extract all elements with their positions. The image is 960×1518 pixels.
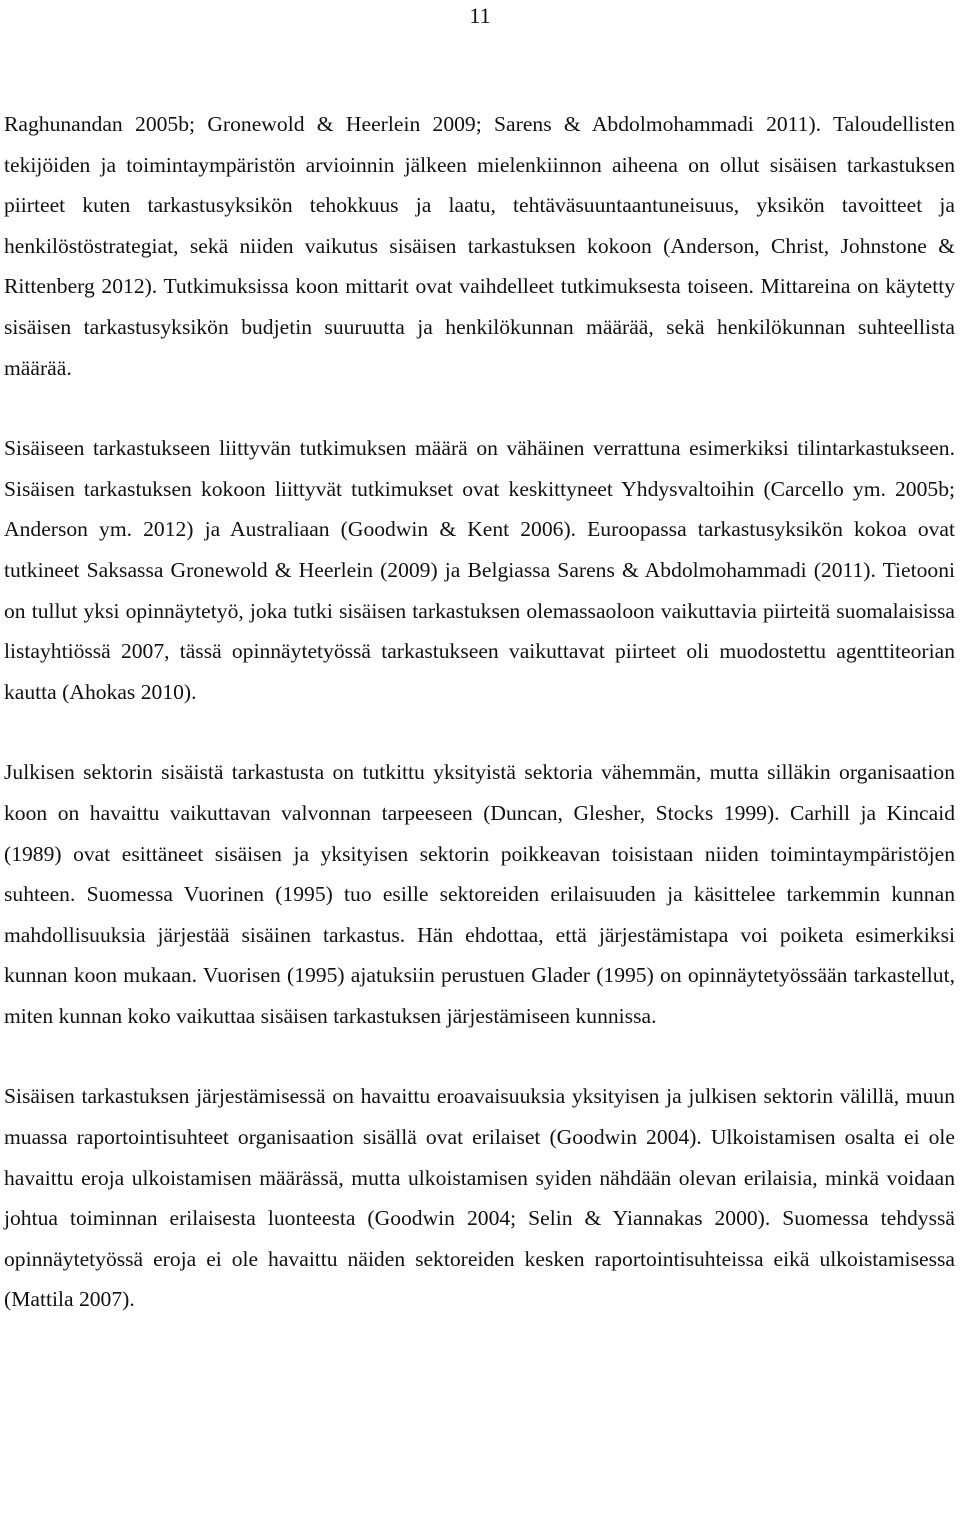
paragraph-1: Raghunandan 2005b; Gronewold & Heerlein 2009; Sarens & Abdolmohammadi 2011). Taloudellisten tekijöiden ja toimintaympäristön arvioinnin jälkeen mielenkiinnon aiheena on ollut sisäisen tarkastuksen piirteet kuten tarkastusyksikön tehokkuus ja laatu, tehtäväsuuntaantuneisuus, yksikön tavoitteet ja henkilöstöstrategiat, sekä niiden vaikutus sisäisen tarkastuksen kokoon (Anderson, Christ, Johnstone & Rittenberg 2012). Tutkimuksissa koon mittarit ovat vaihdelleet tutkimuksesta toiseen. Mittareina on käytetty sisäisen tarkastusyksikön budjetin suuruutta ja henkilökunnan määrää, sekä henkilökunnan suhteellista määrää. bbox=[4, 112, 955, 380]
paragraph-3: Julkisen sektorin sisäistä tarkastusta on tutkittu yksityistä sektoria vähemmän, mutta silläkin organisaation koon on havaittu vaikuttavan valvonnan tarpeeseen (Duncan, Glesher, Stocks 1999). Carhill ja Kincaid (1989) ovat esittäneet sisäisen ja yksityisen sektorin poikkeavan toisistaan niiden toimintaympäristöjen suhteen. Suomessa Vuorinen (1995) tuo esille sektoreiden erilaisuuden ja käsittelee tarkemmin kunnan mahdollisuuksia järjestää sisäinen tarkastus. Hän ehdottaa, että järjestämistapa voi poiketa esimerkiksi kunnan koon mukaan. Vuorisen (1995) ajatuksiin perustuen Glader (1995) on opinnäytetyössään tarkastellut, miten kunnan koko vaikuttaa sisäisen tarkastuksen järjestämiseen kunnissa. bbox=[4, 760, 955, 1028]
paragraph-2: Sisäiseen tarkastukseen liittyvän tutkimuksen määrä on vähäinen verrattuna esimerkiksi tilintarkastukseen. Sisäisen tarkastuksen kokoon liittyvät tutkimukset ovat keskittyneet Yhdysvaltoihin (Carcello ym. 2005b; Anderson ym. 2012) ja Australiaan (Goodwin & Kent 2006). Euroopassa tarkastusyksikön kokoa ovat tutkineet Saksassa Gronewold & Heerlein (2009) ja Belgiassa Sarens & Abdolmohammadi (2011). Tietooni on tullut yksi opinnäytetyö, joka tutki sisäisen tarkastuksen olemassaoloon vaikuttavia piirteitä suomalaisissa listayhtiössä 2007, tässä opinnäytetyössä tarkastukseen vaikuttavat piirteet oli muodostettu agenttiteorian kautta (Ahokas 2010). bbox=[4, 436, 955, 704]
paragraph-4: Sisäisen tarkastuksen järjestämisessä on havaittu eroavaisuuksia yksityisen ja julkisen sektorin välillä, muun muassa raportointisuhteet organisaation sisällä ovat erilaiset (Goodwin 2004). Ulkoistamisen osalta ei ole havaittu eroja ulkoistamisen määrässä, mutta ulkoistamisen syiden nähdään olevan erilaisia, minkä voidaan johtua toiminnan erilaisesta luonteesta (Goodwin 2004; Selin & Yiannakas 2000). Suomessa tehdyssä opinnäytetyössä eroja ei ole havaittu näiden sektoreiden kesken raportointisuhteissa eikä ulkoistamisessa (Mattila 2007). bbox=[4, 1084, 955, 1312]
page-number: 11 bbox=[469, 3, 491, 28]
document-body bbox=[4, 104, 955, 1360]
